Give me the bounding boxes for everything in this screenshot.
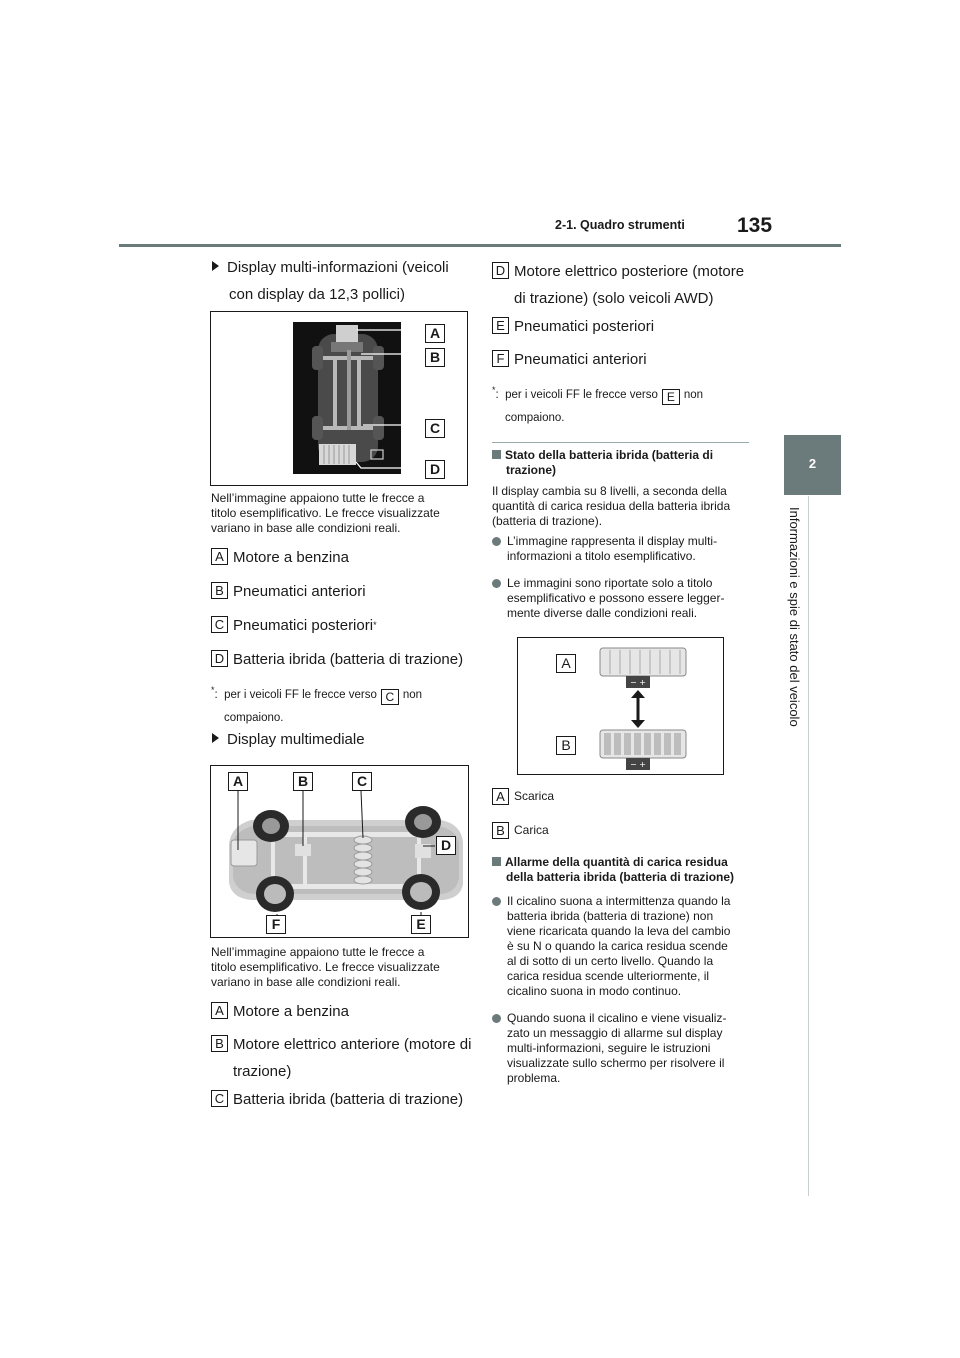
figure-caption-2: Nell’immagine appaiono tutte le frecce a titolo esemplificativo. Le frecce visualizzate variano in base alle condizioni reali. xyxy=(211,945,440,989)
section-title-battery-status: Stato della batteria ibrida (batteria di trazione) xyxy=(492,448,713,478)
list-item: Il cicalino suona a intermittenza quando la batteria ibrida (batteria di trazione) non viene ricaricata quando la leva del cambio è su N o quando la carica residua scende al di sotto di un certo livello. Quando la carica residua scende ulteriormente, il cicalino suona in modo continuo. xyxy=(492,894,730,999)
header-rule xyxy=(119,244,841,247)
callout-c: C xyxy=(425,419,445,438)
section-body: Il display cambia su 8 livelli, a seconda della quantità di carica residua della batteria ibrida (batteria di trazione). xyxy=(492,484,731,528)
list-item: Quando suona il cicalino e viene visualiz- zato un messaggio di allarme sul display multi-informazioni, seguire le istruzioni visualizzate sullo schermo per risolvere il problema. xyxy=(492,1011,726,1086)
list-item: B Carica xyxy=(492,820,549,839)
list-item: A Motore a benzina xyxy=(211,546,349,569)
callout-a: A xyxy=(425,324,445,343)
list-item: E Pneumatici posteriori xyxy=(492,315,654,338)
section-title-charge-alarm: Allarme della quantità di carica residua della batteria ibrida (batteria di trazione) xyxy=(492,855,734,885)
section-divider xyxy=(492,442,749,443)
list-item: F Pneumatici anteriori xyxy=(492,348,647,371)
callout-b: B xyxy=(425,348,445,367)
figure-multi-info-display xyxy=(210,311,468,486)
svg-text:− +: − + xyxy=(630,678,646,687)
chapter-title: Informazioni e spie di stato del veicolo xyxy=(787,507,802,727)
figure-caption-1: Nell’immagine appaiono tutte le frecce a titolo esemplificativo. Le frecce visualizzate variano in base alle condizioni reali. xyxy=(211,491,440,535)
callout-b: B xyxy=(293,772,313,791)
footnote-1: *: per i veicoli FF le frecce verso C non compaiono. xyxy=(211,685,423,724)
callout-e: E xyxy=(411,915,431,934)
triangle-bullet-icon xyxy=(212,261,219,271)
circle-bullet-icon xyxy=(492,1014,501,1023)
callout-a: A xyxy=(228,772,248,791)
chapter-number: 2 xyxy=(808,456,817,471)
chapter-rule xyxy=(808,496,809,1196)
list-item: A Motore a benzina xyxy=(211,1000,349,1023)
svg-text:− +: − + xyxy=(630,760,646,769)
circle-bullet-icon xyxy=(492,537,501,546)
callout-b: B xyxy=(556,736,576,755)
callout-c: C xyxy=(352,772,372,791)
page-number: 135 xyxy=(737,214,773,237)
circle-bullet-icon xyxy=(492,897,501,906)
vehicle-perspective-illustration xyxy=(211,766,468,937)
list-item: C Batteria ibrida (batteria di trazione) xyxy=(211,1088,463,1111)
square-bullet-icon xyxy=(492,450,501,459)
list-item: D Batteria ibrida (batteria di trazione) xyxy=(211,648,463,671)
figure-battery-levels xyxy=(517,637,724,775)
callout-a: A xyxy=(556,654,576,673)
callout-d: D xyxy=(425,460,445,479)
list-item: A Scarica xyxy=(492,786,554,805)
callout-d: D xyxy=(436,836,456,855)
heading-multi-info: Display multi-informazioni (veicoli con display da 12,3 pollici) xyxy=(212,256,449,306)
heading-multimedia: Display multimediale xyxy=(212,728,365,751)
square-bullet-icon xyxy=(492,857,501,866)
list-item: C Pneumatici posteriori * xyxy=(211,614,377,637)
figure-multimedia-display xyxy=(210,765,469,938)
section-title: 2-1. Quadro strumenti xyxy=(555,218,685,232)
list-item: B Pneumatici anteriori xyxy=(211,580,366,603)
list-item: L’immagine rappresenta il display multi- informazioni a titolo esemplificativo. xyxy=(492,534,717,564)
callout-f: F xyxy=(266,915,286,934)
battery-level-illustration xyxy=(518,638,723,774)
list-item: D Motore elettrico posteriore (motore di trazione) (solo veicoli AWD) xyxy=(492,260,744,310)
list-item: Le immagini sono riportate solo a titolo esemplificativo e possono essere legger- mente diverse dalle condizioni reali. xyxy=(492,576,724,621)
triangle-bullet-icon xyxy=(212,733,219,743)
list-item: B Motore elettrico anteriore (motore di trazione) xyxy=(211,1033,471,1083)
circle-bullet-icon xyxy=(492,579,501,588)
footnote-2: *: per i veicoli FF le frecce verso E non compaiono. xyxy=(492,385,704,424)
